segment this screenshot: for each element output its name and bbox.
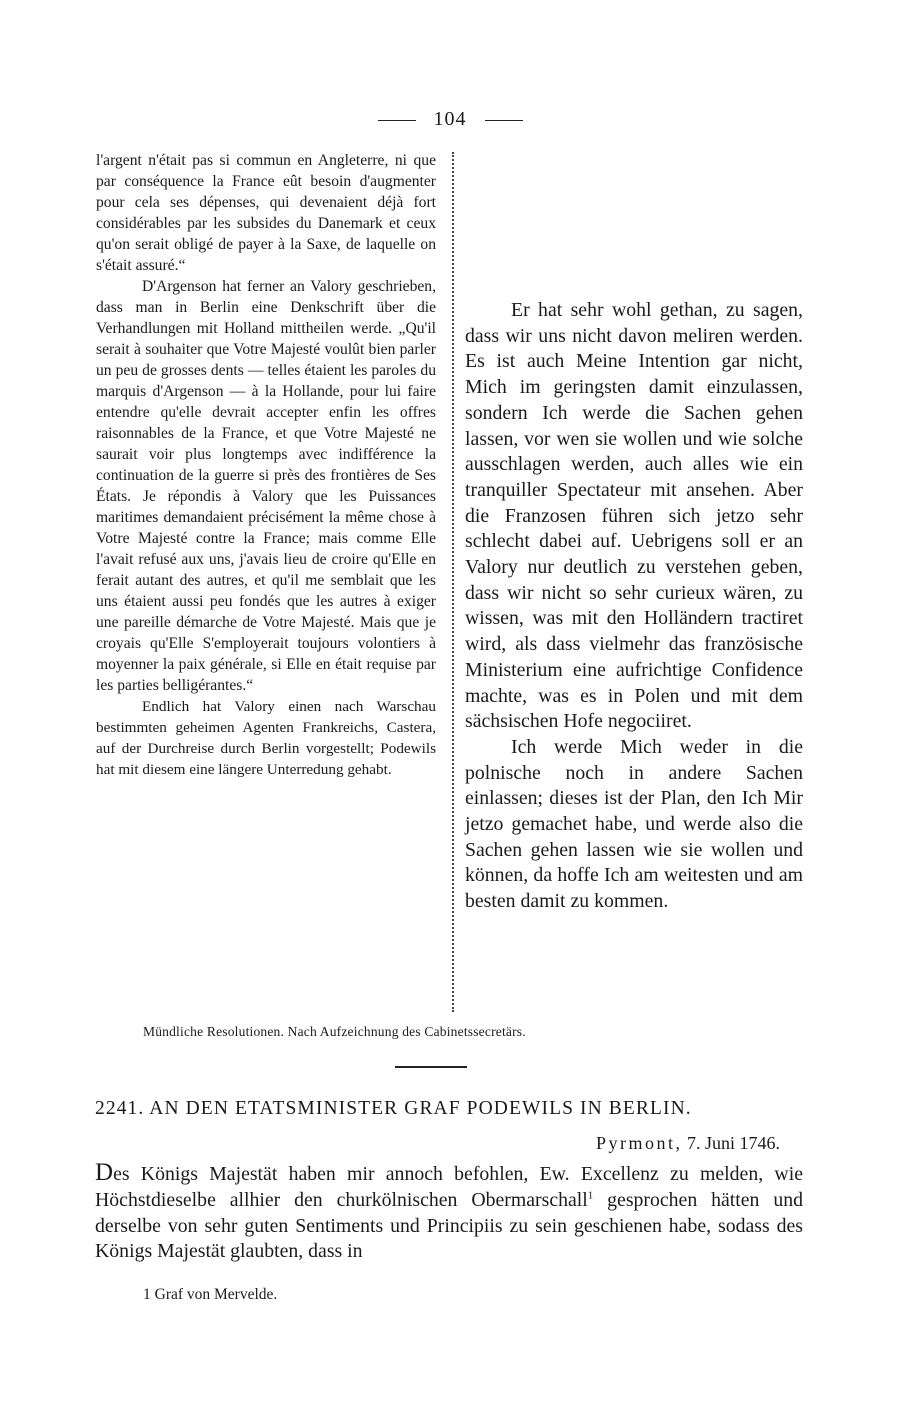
column-divider bbox=[452, 152, 454, 1012]
letter-body bbox=[95, 1160, 803, 1265]
right-paragraph-1: Er hat sehr wohl gethan, zu sagen, dass wir uns nicht davon meliren werden. Es ist auch Meine Intention gar nicht, Mich im geringsten damit einzulassen, sondern Ich werde die Sachen gehen lassen, vor wen sie wollen und wie solche ausschlagen werden, auch alles wie ein tranquiller Spectateur mit ansehen. Aber die Franzosen führen sich jetzo sehr schlecht dabei auf. Uebrigens soll er an Valory nur deutlich zu verstehen geben, dass wir nicht so sehr curieux wären, zu wissen, was mit den Holländern tractiret wird, als dass vielmehr das französische Ministerium eine aufrichtige Confidence machte, was es in Polen und mit dem sächsischen Hofe negociiret. bbox=[465, 299, 803, 733]
document-heading bbox=[95, 1098, 805, 1120]
page-number-value: 104 bbox=[433, 108, 467, 130]
footnote-marker: 1 bbox=[143, 1286, 151, 1303]
footnote-text: Graf von Mervelde. bbox=[154, 1286, 278, 1303]
left-paragraph-1: l'argent n'était pas si commun en Angleterre, ni que par conséquence la France eût besoin d'augmenter pour cela ses dépenses, qui devenaient déjà fort considérables par les subsides du Danemark et ceux qu'on serait obligé de payer à la Saxe, de laquelle on s'était assuré.“ bbox=[96, 152, 436, 274]
page-number bbox=[0, 108, 900, 131]
page-number-dash-right bbox=[485, 120, 523, 121]
letter-text-part-1: es Königs Majestät haben mir annoch befohlen, Ew. Excellenz zu melden, wie Höchstdieselbe allhier den churkölnischen Obermarschall bbox=[95, 1163, 803, 1211]
footnote bbox=[143, 1286, 277, 1304]
right-column bbox=[465, 298, 803, 915]
left-paragraph-3: Endlich hat Valory einen nach Warschau bestimmten geheimen Agenten Frankreichs, Castera, auf der Durchreise durch Berlin vorgestellt; Podewils hat mit diesem eine längere Unterredung gehabt. bbox=[96, 698, 436, 778]
dateline-date: 7. Juni 1746. bbox=[686, 1133, 780, 1153]
right-paragraph-2: Ich werde Mich weder in die polnische noch in andere Sachen einlassen; dieses ist der Plan, den Ich Mir jetzo gemachet habe, und werde also die Sachen gehen lassen wie sie wollen und können, da hoffe Ich am weitesten und am besten damit zu kommen. bbox=[465, 735, 803, 913]
dateline bbox=[596, 1133, 780, 1154]
dateline-place: Pyrmont, bbox=[595, 1133, 683, 1153]
source-caption: Mündliche Resolutionen. Nach Aufzeichnung des Cabinetssecretärs. bbox=[143, 1024, 526, 1039]
document-number: 2241. bbox=[95, 1098, 145, 1119]
page-number-dash-left bbox=[378, 120, 416, 121]
footnote-reference: 1 bbox=[587, 1189, 594, 1202]
left-paragraph-2: D'Argenson hat ferner an Valory geschrieben, dass man in Berlin eine Denkschrift über die Verhandlungen mit Holland mittheilen werde. „Qu'il serait à souhaiter que Votre Majesté voulût bien parler un peu de grosses dents — telles étaient les paroles du marquis d'Argenson — à la Hollande, pour lui faire entendre qu'elle devrait accepter enfin les offres raisonnables de la France, et que Votre Majesté ne saurait voir plus longtemps avec indifférence la continuation de la guerre si près des frontières de Ses États. Je répondis à Valory que les Puissances maritimes demandaient précisément la même chose à Votre Majesté contre la France; mais comme Elle l'avait refusé aux uns, j'avais lieu de croire qu'Elle en ferait autant des autres, et qu'il me semblait que les uns étaient aussi peu fondés que les autres à exiger une pareille démarche de Votre Majesté. Mais que je croyais qu'Elle S'employerait toujours volontiers à moyenner la paix générale, si Elle en était requise par les parties belligérantes.“ bbox=[96, 278, 436, 694]
letter-text-part-2: gesprochen hätten und derselbe von sehr guten Sentiments und Principiis zu sein geschienen habe, sodass des Königs Majestät glaubten, dass in bbox=[95, 1188, 803, 1263]
section-separator bbox=[395, 1066, 467, 1068]
document-title: AN DEN ETATSMINISTER GRAF PODEWILS IN BERLIN. bbox=[149, 1098, 692, 1119]
drop-cap: D bbox=[95, 1159, 114, 1186]
left-column bbox=[96, 150, 436, 780]
